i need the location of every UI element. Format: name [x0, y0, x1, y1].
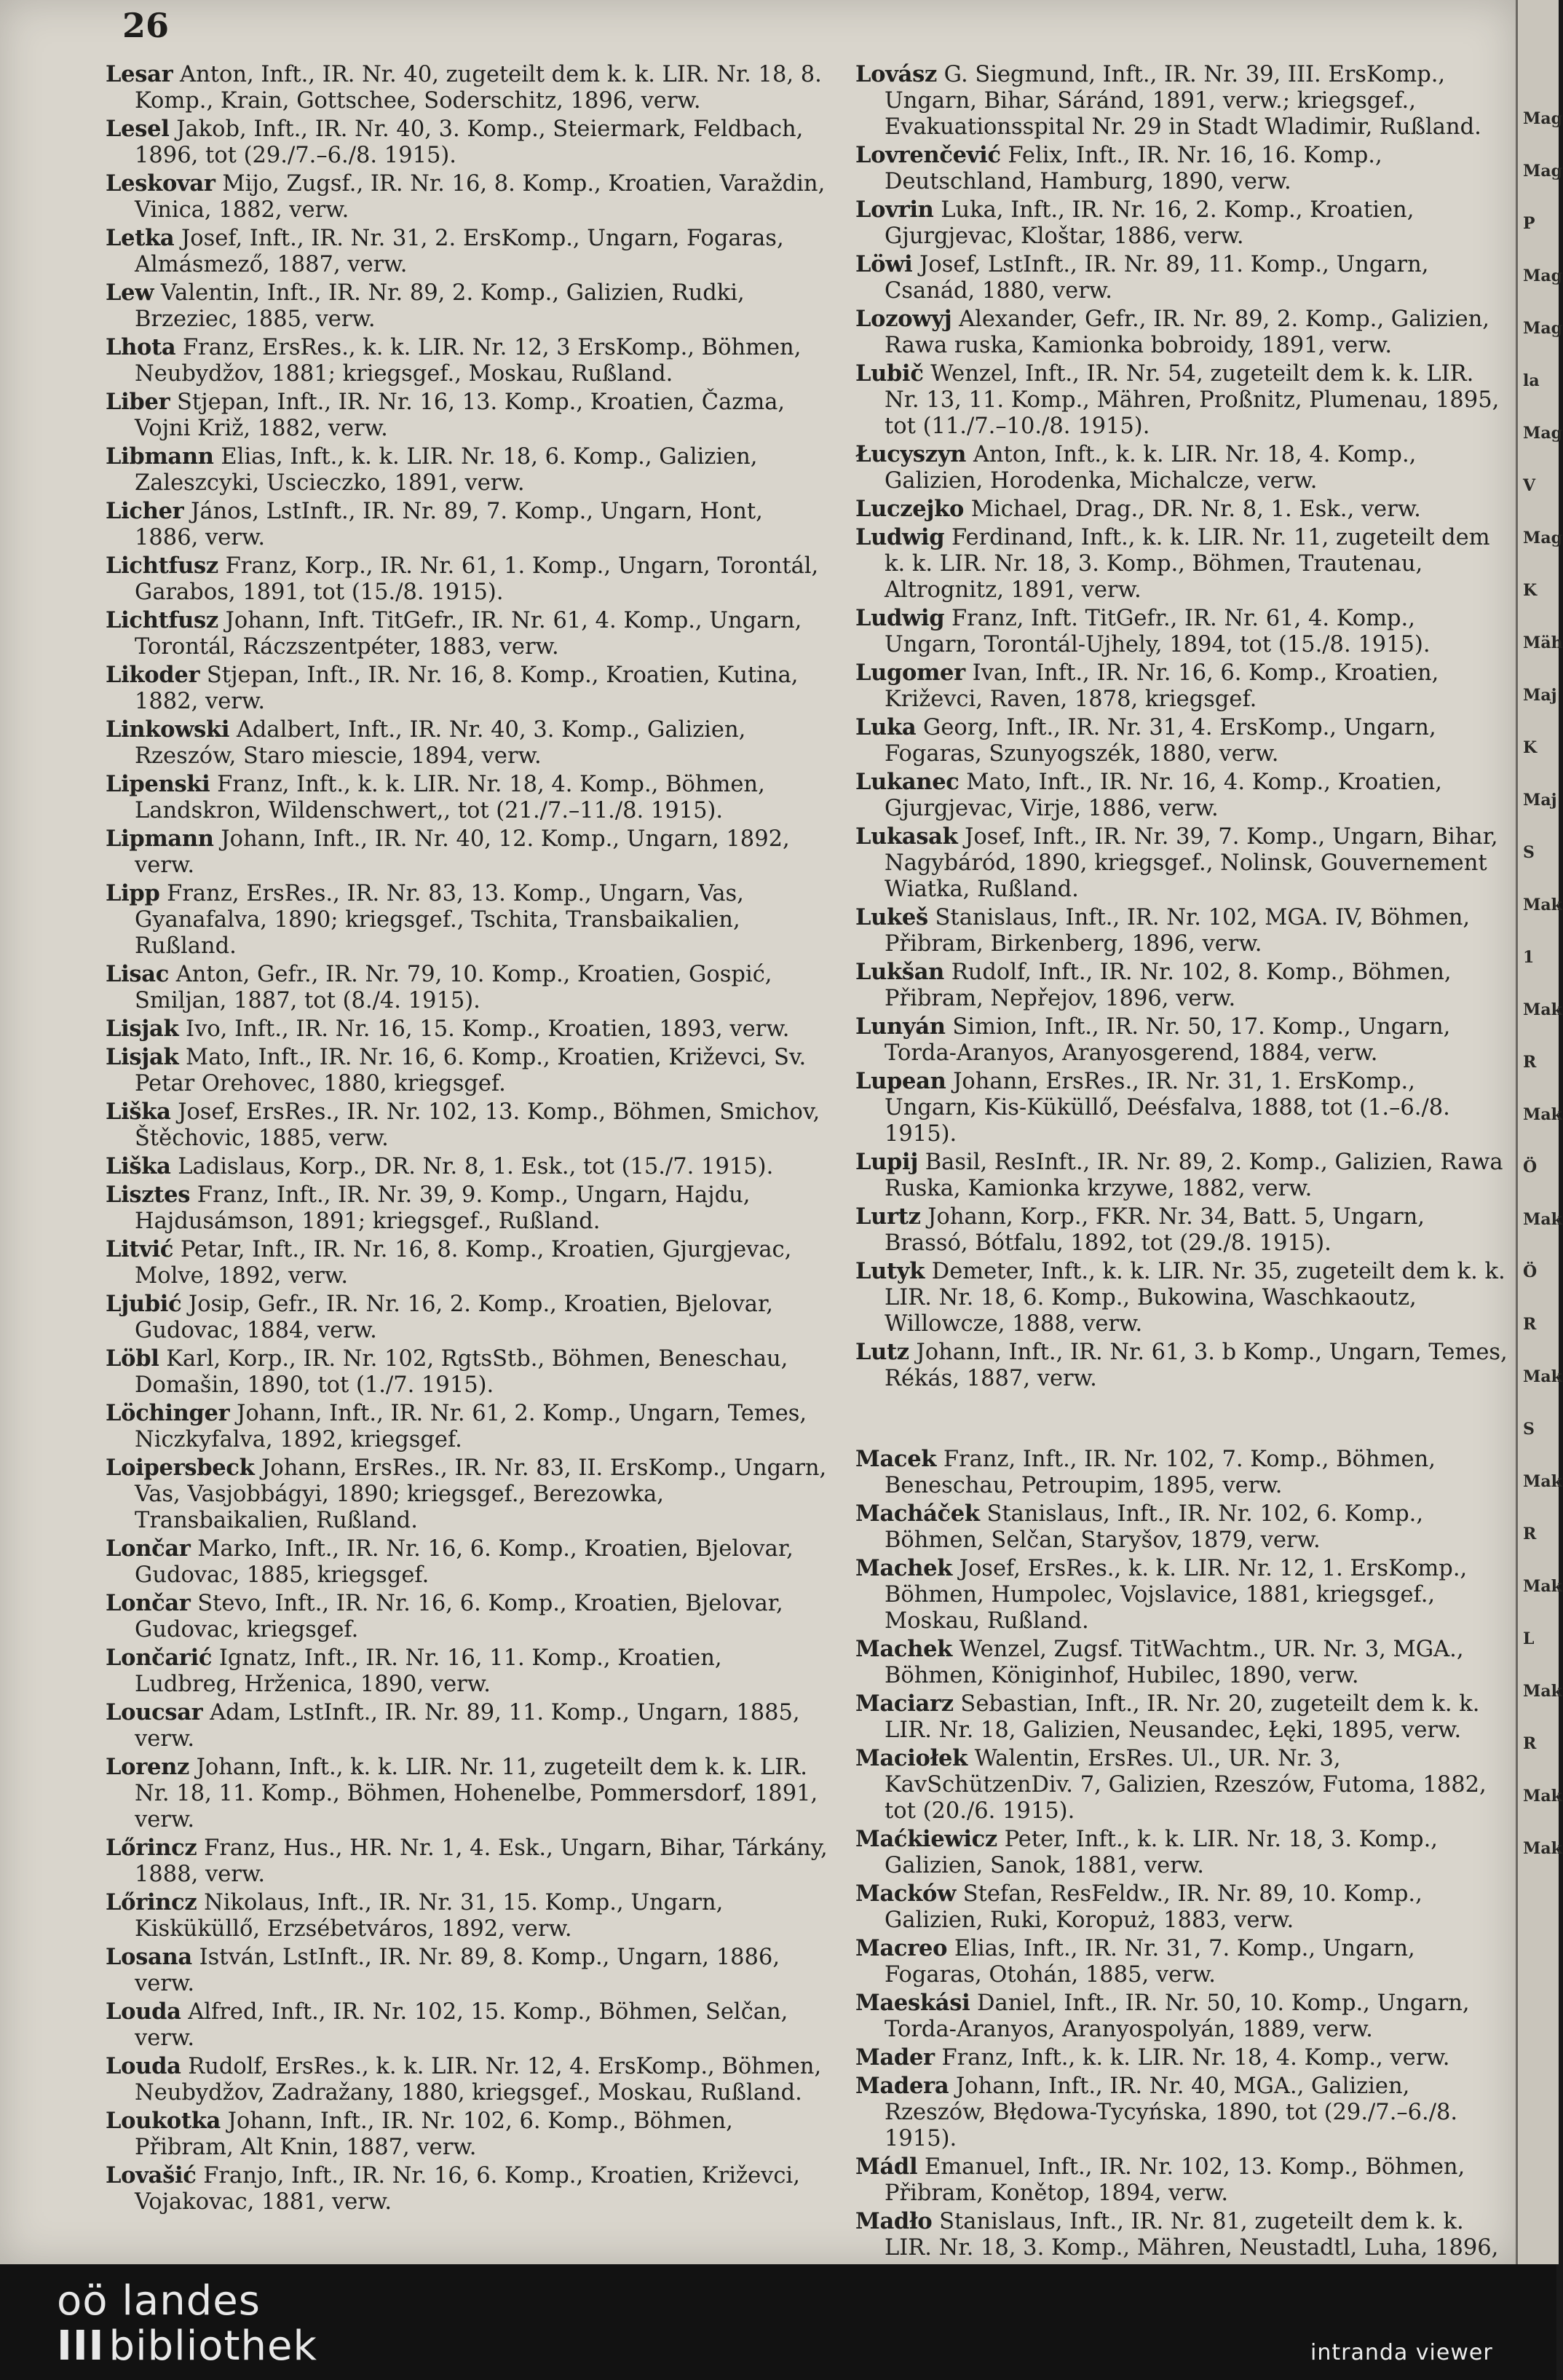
register-entry — [855, 904, 1514, 957]
register-entry — [106, 771, 831, 824]
entry-details: Michael, Drag., DR. Nr. 8, 1. Esk., verw. — [964, 497, 1421, 522]
entry-surname: Lončar — [106, 1590, 191, 1616]
register-entry — [855, 1446, 1514, 1499]
entry-details: Simion, Inft., IR. Nr. 50, 17. Komp., Ungarn, Torda-Aranyos, Aranyosgerend, 1884, verw. — [885, 1014, 1451, 1066]
entry-details: Johann, Inft., IR. Nr. 61, 3. b Komp., Ungarn, Temes, Rékás, 1887, verw. — [885, 1340, 1508, 1391]
register-entry — [106, 1754, 831, 1833]
entry-surname: Löwi — [855, 251, 913, 277]
register-entry — [855, 441, 1514, 494]
entry-details: Elias, Inft., k. k. LIR. Nr. 18, 6. Komp., Galizien, Zaleszcyki, Uscieczko, 1891, verw. — [135, 444, 758, 496]
adjacent-page-fragment: Mak — [1523, 1000, 1562, 1019]
register-entry — [855, 360, 1514, 440]
register-entry — [855, 1745, 1514, 1824]
entry-details: Luka, Inft., IR. Nr. 16, 2. Komp., Kroatien, Gjurgjevac, Kloštar, 1886, verw. — [885, 197, 1414, 249]
entry-surname: Lisac — [106, 961, 170, 987]
entry-surname: Maeskási — [855, 1990, 970, 2016]
entry-details: Anton, Inft., k. k. LIR. Nr. 18, 4. Komp., Galizien, Horodenka, Michalcze, verw. — [885, 442, 1417, 494]
entry-surname: Loukotka — [106, 2108, 221, 2134]
entry-surname: Lőrincz — [106, 1835, 197, 1861]
entry-details: Franz, Hus., HR. Nr. 1, 4. Esk., Ungarn, Bihar, Tárkány, 1888, verw. — [135, 1835, 828, 1887]
register-entry — [106, 1835, 831, 1888]
register-entry — [855, 197, 1514, 250]
entry-details: Franz, Korp., IR. Nr. 61, 1. Komp., Ungarn, Torontál, Garabos, 1891, tot (15./8. 1915). — [135, 553, 819, 605]
register-entry — [855, 1691, 1514, 1744]
entry-details: János, LstInft., IR. Nr. 89, 7. Komp., Ungarn, Hont, 1886, verw. — [135, 499, 763, 550]
register-entry — [106, 498, 831, 551]
register-entry — [855, 2154, 1514, 2207]
entry-surname: Lutz — [855, 1339, 909, 1365]
register-entry — [106, 116, 831, 169]
entry-details: Mato, Inft., IR. Nr. 16, 4. Komp., Kroatien, Gjurgjevac, Virje, 1886, verw. — [885, 770, 1442, 821]
entry-surname: Letka — [106, 225, 175, 251]
entry-surname: Lukšan — [855, 959, 945, 985]
register-entry — [855, 142, 1514, 195]
entry-details: Rudolf, Inft., IR. Nr. 102, 8. Komp., Böhmen, Přibram, Nepřejov, 1896, verw. — [885, 960, 1452, 1011]
register-entry — [855, 1149, 1514, 1202]
register-entry — [106, 1590, 831, 1643]
adjacent-page-fragment: S — [1523, 1420, 1535, 1439]
entry-details: Stefan, ResFeldw., IR. Nr. 89, 10. Komp., Galizien, Ruki, Koropuż, 1883, verw. — [885, 1881, 1422, 1933]
entry-details: Wenzel, Inft., IR. Nr. 54, zugeteilt dem k. k. LIR. Nr. 13, 11. Komp., Mähren, Proßnitz, Plumenau, 1895, tot (11./7.–10./8. 1915). — [885, 361, 1500, 439]
register-entry — [106, 1699, 831, 1752]
register-entry — [106, 1016, 831, 1043]
entry-surname: Likoder — [106, 662, 200, 688]
register-entry — [855, 1826, 1514, 1879]
adjacent-page-fragment: K — [1523, 581, 1538, 600]
section-gap — [855, 1393, 1514, 1446]
entry-details: Adam, LstInft., IR. Nr. 89, 11. Komp., Ungarn, 1885, verw. — [135, 1700, 800, 1752]
entry-surname: Mádl — [855, 2154, 918, 2180]
register-entry — [855, 2044, 1514, 2071]
entry-details: Ivan, Inft., IR. Nr. 16, 6. Komp., Kroatien, Križevci, Raven, 1878, kriegsgef. — [885, 660, 1439, 712]
register-entry — [106, 280, 831, 333]
entry-details: G. Siegmund, Inft., IR. Nr. 39, III. ErsKomp., Ungarn, Bihar, Sáránd, 1891, verw.; kriegsgef., Evakuationsspital Nr. 29 in Stadt Wladimir, Rußland. — [885, 62, 1481, 140]
adjacent-page-fragment: Maj — [1523, 686, 1557, 705]
entry-details: Franz, Inft., IR. Nr. 39, 9. Komp., Ungarn, Hajdu, Hajdusámson, 1891; kriegsgef., Rußland. — [135, 1182, 751, 1234]
register-entry — [106, 662, 831, 715]
entry-surname: Ljubić — [106, 1291, 182, 1317]
register-entry — [106, 1645, 831, 1698]
entry-details: István, LstInft., IR. Nr. 89, 8. Komp., Ungarn, 1886, verw. — [135, 1945, 780, 1996]
adjacent-page-fragment: Mag — [1523, 266, 1562, 285]
register-entry — [106, 1535, 831, 1589]
entry-surname: Liber — [106, 389, 170, 415]
entry-surname: Lisztes — [106, 1182, 191, 1208]
register-entry — [855, 660, 1514, 713]
entry-details: Walentin, ErsRes. Ul., UR. Nr. 3, KavSchützenDiv. 7, Galizien, Rzeszów, Futoma, 1882, tot (20./6. 1915). — [885, 1746, 1487, 1824]
register-entry — [106, 1153, 831, 1180]
adjacent-page-fragment: Mag — [1523, 529, 1562, 547]
entry-details: Josef, ErsRes., IR. Nr. 102, 13. Komp., Böhmen, Smichov, Štěchovic, 1885, verw. — [135, 1099, 820, 1151]
register-entry — [106, 1099, 831, 1152]
adjacent-page-fragment: R — [1523, 1525, 1537, 1543]
entry-surname: Lovašić — [106, 2162, 197, 2189]
entry-details: Johann, Inft. TitGefr., IR. Nr. 61, 4. Komp., Ungarn, Torontál, Ráczszentpéter, 1883, verw. — [135, 608, 802, 660]
register-entry — [106, 1345, 831, 1399]
library-logo-word: bibliothek — [108, 2322, 317, 2370]
entry-surname: Linkowski — [106, 716, 230, 743]
adjacent-page-fragment: Mag — [1523, 162, 1562, 181]
adjacent-page-fragment: R — [1523, 1315, 1537, 1334]
entry-details: Petar, Inft., IR. Nr. 16, 8. Komp., Kroatien, Gjurgjevac, Molve, 1892, verw. — [135, 1237, 792, 1289]
entry-surname: Lesar — [106, 61, 173, 87]
entry-details: Johann, Inft., IR. Nr. 40, MGA., Galizien, Rzeszów, Błędowa-Tycyńska, 1890, tot (29./7.–6./8. 1915). — [885, 2073, 1458, 2151]
register-entry — [106, 334, 831, 387]
entry-surname: Liška — [106, 1099, 171, 1125]
page-number: 26 — [122, 6, 170, 45]
entry-details: Stjepan, Inft., IR. Nr. 16, 8. Komp., Kroatien, Kutina, 1882, verw. — [135, 663, 799, 714]
register-entry — [855, 714, 1514, 767]
adjacent-page-fragment: Ö — [1523, 1158, 1538, 1177]
entry-surname: Macháček — [855, 1501, 980, 1527]
entry-surname: Maciołek — [855, 1745, 968, 1771]
entry-details: Ivo, Inft., IR. Nr. 16, 15. Komp., Kroatien, 1893, verw. — [178, 1016, 790, 1042]
entry-surname: Lorenz — [106, 1754, 189, 1780]
entry-details: Stjepan, Inft., IR. Nr. 16, 13. Komp., Kroatien, Čazma, Vojni Križ, 1882, verw. — [135, 390, 786, 441]
entry-surname: Lisjak — [106, 1016, 179, 1042]
register-entry — [106, 225, 831, 278]
adjacent-page-fragment: V — [1523, 476, 1536, 495]
register-entry — [106, 607, 831, 660]
adjacent-page-fragment: Mak — [1523, 896, 1562, 914]
register-entry — [106, 1455, 831, 1534]
left-column — [106, 61, 831, 2217]
entry-surname: Lubič — [855, 360, 924, 387]
entry-surname: Lurtz — [855, 1203, 921, 1230]
register-entry — [855, 1339, 1514, 1392]
register-entry — [106, 2108, 831, 2161]
entry-surname: Loipersbeck — [106, 1455, 255, 1481]
register-entry — [106, 443, 831, 497]
entry-surname: Losana — [106, 1944, 192, 1970]
register-entry — [855, 1636, 1514, 1689]
register-entry — [855, 769, 1514, 822]
entry-surname: Licher — [106, 498, 184, 524]
entry-surname: Lugomer — [855, 660, 965, 686]
entry-details: Franjo, Inft., IR. Nr. 16, 6. Komp., Kroatien, Križevci, Vojakovac, 1881, verw. — [135, 2163, 800, 2215]
register-entry — [855, 1881, 1514, 1934]
entry-details: Alexander, Gefr., IR. Nr. 89, 2. Komp., Galizien, Rawa ruska, Kamionka bobroidy, 1891, verw. — [885, 307, 1489, 358]
entry-details: Wenzel, Zugsf. TitWachtm., UR. Nr. 3, MGA., Böhmen, Königinhof, Hubilec, 1890, verw. — [885, 1637, 1464, 1688]
entry-details: Franz, Inft. TitGefr., IR. Nr. 61, 4. Komp., Ungarn, Torontál-Ujhely, 1894, tot (15./8. 1915). — [885, 606, 1431, 657]
register-entry — [106, 2162, 831, 2215]
adjacent-page-fragment: Mak — [1523, 1839, 1562, 1858]
adjacent-page-fragment: R — [1523, 1053, 1537, 1072]
adjacent-page-text — [1523, 109, 1563, 1891]
entry-surname: Macków — [855, 1881, 957, 1907]
adjacent-page-fragment: Ö — [1523, 1262, 1538, 1281]
register-entry — [855, 1258, 1514, 1337]
register-entry — [106, 553, 831, 606]
entry-surname: Ludwig — [855, 524, 945, 550]
register-entry — [106, 170, 831, 224]
register-entry — [106, 826, 831, 879]
register-entry — [106, 1889, 831, 1942]
entry-surname: Mader — [855, 2044, 935, 2071]
entry-details: Johann, Korp., FKR. Nr. 34, Batt. 5, Ungarn, Brassó, Bótfalu, 1892, tot (29./8. 1915). — [885, 1204, 1425, 1256]
register-entry — [106, 961, 831, 1014]
entry-details: Franz, Inft., k. k. LIR. Nr. 18, 4. Komp., Böhmen, Landskron, Wildenschwert,, tot (21./7.–11./8. 1915). — [135, 772, 765, 823]
entry-surname: Louda — [106, 2053, 181, 2079]
adjacent-page-fragment: Maj — [1523, 791, 1557, 810]
entry-surname: Lipenski — [106, 771, 210, 797]
entry-details: Daniel, Inft., IR. Nr. 50, 10. Komp., Ungarn, Torda-Aranyos, Aranyospolyán, 1889, verw. — [885, 1990, 1470, 2042]
entry-surname: Lovász — [855, 61, 937, 87]
entry-surname: Lichtfusz — [106, 553, 218, 579]
entry-details: Demeter, Inft., k. k. LIR. Nr. 35, zugeteilt dem k. k. LIR. Nr. 18, 6. Komp., Bukowina, Waschkaoutz, Willowcze, 1888, verw. — [885, 1259, 1505, 1337]
entry-details: Valentin, Inft., IR. Nr. 89, 2. Komp., Galizien, Rudki, Brzeziec, 1885, verw. — [135, 280, 745, 332]
adjacent-page-fragment: Mak — [1523, 1682, 1562, 1701]
entry-details: Elias, Inft., IR. Nr. 31, 7. Komp., Ungarn, Fogaras, Otohán, 1885, verw. — [885, 1936, 1415, 1988]
entry-details: Franz, Inft., IR. Nr. 102, 7. Komp., Böhmen, Beneschau, Petroupim, 1895, verw. — [885, 1447, 1436, 1498]
entry-details: Anton, Inft., IR. Nr. 40, zugeteilt dem k. k. LIR. Nr. 18, 8. Komp., Krain, Gottschee, Soderschitz, 1896, verw. — [135, 62, 822, 114]
entry-details: Basil, ResInft., IR. Nr. 89, 2. Komp., Galizien, Rawa Ruska, Kamionka krzywe, 1882, verw. — [885, 1150, 1503, 1201]
entry-surname: Maciarz — [855, 1691, 954, 1717]
entry-details: Stanislaus, Inft., IR. Nr. 81, zugeteilt dem k. k. LIR. Nr. 18, 3. Komp., Mähren, Neustadtl, Luha, 1896, — [885, 2209, 1499, 2261]
entry-details: Josef, ErsRes., k. k. LIR. Nr. 12, 1. ErsKomp., Böhmen, Humpolec, Vojslavice, 1881, kriegsgef., Moskau, Rußland. — [885, 1556, 1468, 1634]
entry-surname: Libmann — [106, 443, 214, 470]
entry-surname: Lew — [106, 280, 154, 306]
entry-details: Emanuel, Inft., IR. Nr. 102, 13. Komp., Böhmen, Přibram, Konětop, 1894, verw. — [885, 2154, 1465, 2206]
adjacent-page-fragment: Mäh — [1523, 633, 1563, 652]
entry-surname: Lutyk — [855, 1258, 925, 1284]
entry-details: Johann, Inft., IR. Nr. 102, 6. Komp., Böhmen, Přibram, Alt Knin, 1887, verw. — [135, 2108, 733, 2160]
register-entry — [106, 2053, 831, 2106]
register-entry — [106, 1944, 831, 1997]
entry-surname: Louda — [106, 1999, 181, 2025]
adjacent-page-fragment: 1 — [1523, 948, 1535, 967]
entry-surname: Lovrenčević — [855, 142, 1001, 168]
entry-details: Alfred, Inft., IR. Nr. 102, 15. Komp., Böhmen, Selčan, verw. — [135, 1999, 788, 2051]
entry-surname: Ludwig — [855, 605, 945, 631]
entry-details: Josef, LstInft., IR. Nr. 89, 11. Komp., Ungarn, Csanád, 1880, verw. — [885, 252, 1429, 304]
adjacent-page-fragment: S — [1523, 843, 1535, 862]
entry-surname: Lupean — [855, 1068, 946, 1094]
entry-details: Ladislaus, Korp., DR. Nr. 8, 1. Esk., tot (15./7. 1915). — [170, 1154, 774, 1179]
entry-details: Johann, ErsRes., IR. Nr. 31, 1. ErsKomp., Ungarn, Kis-Küküllő, Deésfalva, 1888, tot (1.–6./8. 1915). — [885, 1069, 1450, 1147]
logo-bars-icon: III — [57, 2322, 105, 2370]
register-entry — [855, 1555, 1514, 1634]
entry-surname: Loucsar — [106, 1699, 203, 1725]
entry-surname: Machek — [855, 1636, 953, 1662]
entry-surname: Lončarić — [106, 1645, 213, 1671]
entry-details: Nikolaus, Inft., IR. Nr. 31, 15. Komp., Ungarn, Kisküküllő, Erzsébetváros, 1892, verw. — [135, 1890, 724, 1942]
entry-surname: Madera — [855, 2073, 949, 2099]
register-entry — [106, 716, 831, 770]
register-entry — [855, 1935, 1514, 1988]
register-entry — [106, 1236, 831, 1289]
entry-surname: Lukeš — [855, 904, 928, 930]
entry-surname: Liška — [106, 1153, 171, 1179]
entry-surname: Lukanec — [855, 769, 959, 795]
entry-surname: Lupij — [855, 1149, 919, 1175]
entry-surname: Macek — [855, 1446, 937, 1472]
adjacent-page-fragment: Mak — [1523, 1577, 1562, 1596]
entry-details: Felix, Inft., IR. Nr. 16, 16. Komp., Deutschland, Hamburg, 1890, verw. — [885, 143, 1382, 194]
adjacent-page-fragment: Mak — [1523, 1105, 1562, 1124]
register-entry — [855, 823, 1514, 903]
register-entry — [855, 1501, 1514, 1554]
entry-details: Josip, Gefr., IR. Nr. 16, 2. Komp., Kroatien, Bjelovar, Gudovac, 1884, verw. — [135, 1292, 773, 1343]
adjacent-page-fragment: Mak — [1523, 1472, 1562, 1491]
entry-details: Josef, Inft., IR. Nr. 31, 2. ErsKomp., Ungarn, Fogaras, Almásmező, 1887, verw. — [135, 226, 784, 277]
entry-details: Stanislaus, Inft., IR. Nr. 102, 6. Komp., Böhmen, Selčan, Staryšov, 1879, verw. — [885, 1501, 1424, 1553]
register-entry — [855, 61, 1514, 141]
entry-details: Karl, Korp., IR. Nr. 102, RgtsStb., Böhmen, Beneschau, Domašin, 1890, tot (1./7. 1915). — [135, 1346, 788, 1398]
adjacent-page-fragment: L — [1523, 1629, 1535, 1648]
viewer-label[interactable]: intranda viewer — [1310, 2340, 1493, 2365]
entry-details: Rudolf, ErsRes., k. k. LIR. Nr. 12, 4. ErsKomp., Böhmen, Neubydžov, Zadražany, 1880, kriegsgef., Moskau, Rußland. — [135, 2054, 822, 2106]
adjacent-page-fragment: P — [1523, 214, 1535, 233]
register-entry — [855, 1068, 1514, 1147]
register-entry — [106, 1291, 831, 1344]
entry-details: Adalbert, Inft., IR. Nr. 40, 3. Komp., Galizien, Rzeszów, Staro miescie, 1894, verw. — [135, 717, 746, 769]
entry-details: Josef, Inft., IR. Nr. 39, 7. Komp., Ungarn, Bihar, Nagybáród, 1890, kriegsgef., Nolinsk, Gouvernement Wiatka, Rußland. — [885, 824, 1498, 902]
adjacent-page-fragment: Mag — [1523, 109, 1562, 128]
entry-surname: Lončar — [106, 1535, 191, 1562]
entry-surname: Lunyán — [855, 1013, 946, 1040]
register-entry — [855, 2073, 1514, 2152]
entry-surname: Löbl — [106, 1345, 159, 1372]
entry-surname: Leskovar — [106, 170, 215, 197]
entry-details: Peter, Inft., k. k. LIR. Nr. 18, 3. Komp., Galizien, Sanok, 1881, verw. — [885, 1827, 1438, 1878]
adjacent-page-fragment: Mag — [1523, 319, 1562, 338]
register-entry — [855, 306, 1514, 359]
entry-surname: Litvić — [106, 1236, 174, 1262]
entry-details: Ferdinand, Inft., k. k. LIR. Nr. 11, zugeteilt dem k. k. LIR. Nr. 18, 3. Komp., Böhmen, Trautenau, Altrognitz, 1891, verw. — [885, 525, 1490, 603]
register-entry — [106, 1999, 831, 2052]
entry-surname: Maćkiewicz — [855, 1826, 997, 1852]
adjacent-page-fragment: K — [1523, 738, 1538, 757]
right-column-m-section — [855, 1446, 1514, 2342]
entry-details: Sebastian, Inft., IR. Nr. 20, zugeteilt dem k. k. LIR. Nr. 18, Galizien, Neusandec, Łęki, 1895, verw. — [885, 1691, 1480, 1743]
entry-surname: Lhota — [106, 334, 176, 360]
register-entry — [855, 524, 1514, 604]
entry-details: Franz, ErsRes., IR. Nr. 83, 13. Komp., Ungarn, Vas, Gyanafalva, 1890; kriegsgef., Tschita, Transbaikalien, Rußland. — [135, 881, 744, 959]
adjacent-page-fragment: la — [1523, 371, 1540, 390]
entry-surname: Lipmann — [106, 826, 214, 852]
entry-surname: Lukasak — [855, 823, 958, 850]
entry-details: Georg, Inft., IR. Nr. 31, 4. ErsKomp., Ungarn, Fogaras, Szunyogszék, 1880, verw. — [885, 715, 1436, 767]
register-entry — [855, 959, 1514, 1012]
entry-details: Johann, Inft., IR. Nr. 40, 12. Komp., Ungarn, 1892, verw. — [135, 826, 790, 878]
register-entry — [855, 496, 1514, 523]
register-entry — [855, 1203, 1514, 1257]
entry-surname: Luczejko — [855, 496, 965, 522]
entry-details: Johann, Inft., k. k. LIR. Nr. 11, zugeteilt dem k. k. LIR. Nr. 18, 11. Komp., Böhmen, Hohenelbe, Pommersdorf, 1891, verw. — [135, 1755, 818, 1833]
adjacent-page-fragment: Mak — [1523, 1210, 1562, 1229]
library-logo-line2[interactable] — [57, 2322, 317, 2370]
entry-surname: Madło — [855, 2208, 933, 2234]
entry-details: Anton, Gefr., IR. Nr. 79, 10. Komp., Kroatien, Gospić, Smiljan, 1887, tot (8./4. 1915). — [135, 962, 772, 1013]
entry-surname: Lichtfusz — [106, 607, 218, 633]
register-entry — [106, 880, 831, 960]
right-column — [855, 61, 1514, 2344]
register-entry — [855, 1013, 1514, 1067]
register-entry — [106, 1400, 831, 1453]
library-logo-line1[interactable]: oö landes — [57, 2277, 261, 2325]
adjacent-page-fragment: Mak — [1523, 1367, 1562, 1386]
entry-details: Franz, Inft., k. k. LIR. Nr. 18, 4. Komp., verw. — [934, 2045, 1450, 2071]
adjacent-page-fragment: R — [1523, 1734, 1537, 1753]
entry-surname: Lozowyj — [855, 306, 952, 332]
entry-surname: Luka — [855, 714, 917, 740]
entry-surname: Macreo — [855, 1935, 948, 1961]
entry-surname: Lőrincz — [106, 1889, 197, 1916]
entry-surname: Lesel — [106, 116, 170, 142]
right-column-l-section — [855, 61, 1514, 1392]
register-entry — [106, 389, 831, 442]
register-entry — [106, 61, 831, 114]
register-entry — [855, 251, 1514, 304]
entry-surname: Lovrin — [855, 197, 934, 223]
register-entry — [855, 605, 1514, 658]
entry-details: Marko, Inft., IR. Nr. 16, 6. Komp., Kroatien, Bjelovar, Gudovac, 1885, kriegsgef. — [135, 1536, 794, 1588]
entry-details: Mato, Inft., IR. Nr. 16, 6. Komp., Kroatien, Križevci, Sv. Petar Orehovec, 1880, kriegsgef. — [135, 1045, 807, 1096]
entry-details: Mijo, Zugsf., IR. Nr. 16, 8. Komp., Kroatien, Varaždin, Vinica, 1882, verw. — [135, 171, 826, 223]
entry-details: Ignatz, Inft., IR. Nr. 16, 11. Komp., Kroatien, Ludbreg, Hrženica, 1890, verw. — [135, 1645, 722, 1697]
entry-details: Jakob, Inft., IR. Nr. 40, 3. Komp., Steiermark, Feldbach, 1896, tot (29./7.–6./8. 1915). — [135, 116, 804, 168]
entry-details: Franz, ErsRes., k. k. LIR. Nr. 12, 3 ErsKomp., Böhmen, Neubydžov, 1881; kriegsgef., Moskau, Rußland. — [135, 335, 802, 387]
entry-surname: Löchinger — [106, 1400, 230, 1426]
entry-details: Johann, ErsRes., IR. Nr. 83, II. ErsKomp., Ungarn, Vas, Vasjobbágyi, 1890; kriegsgef., Berezowka, Transbaikalien, Rußland. — [135, 1455, 827, 1533]
entry-surname: Lisjak — [106, 1044, 179, 1070]
entry-surname: Łucyszyn — [855, 441, 967, 467]
adjacent-page-fragment: Mag — [1523, 424, 1562, 443]
adjacent-page-fragment: Mak — [1523, 1787, 1562, 1806]
entry-surname: Machek — [855, 1555, 953, 1581]
register-entry — [106, 1182, 831, 1235]
entry-details: Stevo, Inft., IR. Nr. 16, 6. Komp., Kroatien, Bjelovar, Gudovac, kriegsgef. — [135, 1591, 783, 1642]
entry-details: Johann, Inft., IR. Nr. 61, 2. Komp., Ungarn, Temes, Niczkyfalva, 1892, kriegsgef. — [135, 1401, 807, 1452]
register-entry — [855, 1990, 1514, 2043]
entry-surname: Lipp — [106, 880, 160, 906]
entry-details: Stanislaus, Inft., IR. Nr. 102, MGA. IV, Böhmen, Přibram, Birkenberg, 1896, verw. — [885, 905, 1471, 957]
register-entry — [106, 1044, 831, 1097]
